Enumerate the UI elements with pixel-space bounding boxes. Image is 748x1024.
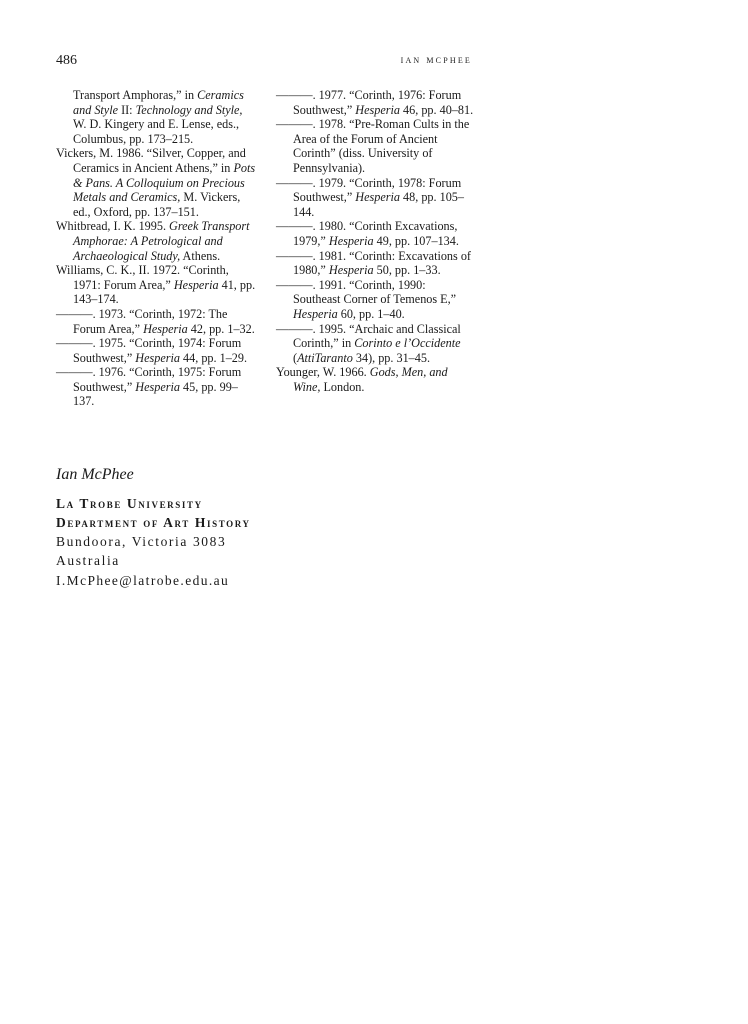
reference-text: Transport Amphoras,” in — [73, 88, 198, 102]
reference-text: ———. 1979. “Corinth, 1978: Forum Southwest,” — [276, 175, 462, 205]
references-right-column — [276, 88, 476, 394]
reference-text: ———. 1978. “Pre-Roman Cults in the Area of the Forum of Ancient Corinth” (diss. University of Pennsylvania). — [276, 117, 470, 175]
reference-italic-text: Corinto e l’Occidente — [354, 336, 461, 351]
reference-text: ———. 1977. “Corinth, 1976: Forum Southwest,” — [276, 88, 462, 117]
reference-text: 45, pp. 99–137. — [73, 379, 238, 409]
reference-text: 44, pp. 1–29. — [179, 350, 248, 365]
address-city: Bundoora, Victoria 3083 — [56, 534, 227, 549]
reference-italic-text: Ceramics and Style — [73, 88, 244, 117]
reference-italic-text: Hesperia — [143, 321, 188, 336]
reference-text: 48, pp. 105–144. — [293, 190, 464, 219]
reference-entry — [276, 176, 476, 220]
reference-entry — [56, 219, 256, 263]
reference-text: 42, pp. 1–32. — [187, 321, 255, 336]
reference-entry — [56, 146, 256, 219]
reference-italic-text: Hesperia — [328, 263, 374, 278]
reference-text: 49, pp. 107–134. — [373, 233, 459, 248]
reference-italic-text: Technology and Style, — [135, 102, 243, 117]
reference-text: ———. 1976. “Corinth, 1975: Forum Southwest,” — [56, 365, 242, 394]
reference-italic-text: Greek Transport Amphorae: A Petrological and Archaeological Study, — [73, 219, 250, 263]
reference-text: 60, pp. 1–40. — [337, 306, 405, 321]
reference-italic-text: Pots & Pans. A Colloquium on Precious Metals and Ceramics, — [73, 160, 256, 205]
reference-text: ———. 1991. “Corinth, 1990: Southeast Corner of Temenos E,” — [276, 277, 457, 307]
reference-entry — [276, 88, 476, 117]
reference-text: Whitbread, I. K. 1995. — [56, 219, 170, 234]
reference-italic-text: Hesperia — [293, 306, 338, 321]
reference-entry — [56, 263, 256, 307]
reference-text: ( — [293, 350, 298, 365]
reference-italic-text: Hesperia — [135, 379, 180, 394]
reference-text: II: — [118, 102, 136, 117]
reference-entry — [276, 278, 476, 322]
author-name: Ian McPhee — [56, 466, 134, 483]
reference-entry — [276, 322, 476, 366]
reference-text: 50, pp. 1–33. — [373, 263, 441, 278]
reference-text: Athens. — [180, 248, 221, 263]
reference-italic-text: Hesperia — [135, 350, 180, 365]
reference-text: W. D. Kingery and E. Lense, eds., Columbus, pp. 173–215. — [73, 117, 240, 146]
reference-entry — [56, 307, 256, 336]
references-left-column — [56, 88, 256, 409]
institution: La Trobe University — [56, 496, 203, 511]
running-head — [56, 53, 472, 71]
reference-entry — [56, 88, 256, 146]
reference-text: Williams, C. K., II. 1972. “Corinth, 1971: Forum Area,” — [56, 263, 229, 292]
reference-italic-text: AttiTaranto — [297, 350, 353, 365]
reference-text: Vickers, M. 1986. “Silver, Copper, and Ceramics in Ancient Athens,” in — [56, 146, 246, 175]
reference-text: London. — [320, 379, 365, 394]
running-head-author: ian mcphee — [400, 54, 472, 66]
reference-italic-text: Gods, Men, and Wine, — [293, 365, 448, 394]
reference-text: ———. 1981. “Corinth: Excavations of 1980,” — [276, 248, 471, 278]
author-affiliation — [56, 494, 251, 570]
reference-entry — [56, 365, 256, 409]
reference-italic-text: Hesperia — [355, 190, 400, 205]
reference-entry — [276, 249, 476, 278]
address-country: Australia — [56, 553, 120, 568]
reference-entry — [276, 365, 476, 394]
reference-entry — [276, 219, 476, 248]
page-number: 486 — [56, 53, 77, 68]
reference-text: M. Vickers, ed., Oxford, pp. 137–151. — [73, 190, 241, 219]
reference-entry — [56, 336, 256, 365]
reference-text: Younger, W. 1966. — [276, 365, 370, 380]
reference-text: 41, pp. 143–174. — [73, 277, 256, 307]
reference-italic-text: Hesperia — [328, 233, 374, 248]
reference-text: 46, pp. 40–81. — [399, 102, 474, 117]
reference-entry — [276, 117, 476, 175]
author-email: I.McPhee@latrobe.edu.au — [56, 573, 230, 588]
reference-italic-text: Hesperia — [173, 277, 219, 292]
reference-text: ———. 1995. “Archaic and Classical Corinth,” in — [276, 321, 461, 351]
reference-italic-text: Hesperia — [355, 102, 400, 117]
reference-text: 34), pp. 31–45. — [352, 350, 431, 365]
reference-text: ———. 1973. “Corinth, 1972: The Forum Area,” — [56, 306, 228, 336]
department: Department of Art History — [56, 515, 251, 530]
reference-text: ———. 1975. “Corinth, 1974: Forum Southwest,” — [56, 336, 242, 365]
reference-text: ———. 1980. “Corinth Excavations, 1979,” — [276, 219, 458, 248]
